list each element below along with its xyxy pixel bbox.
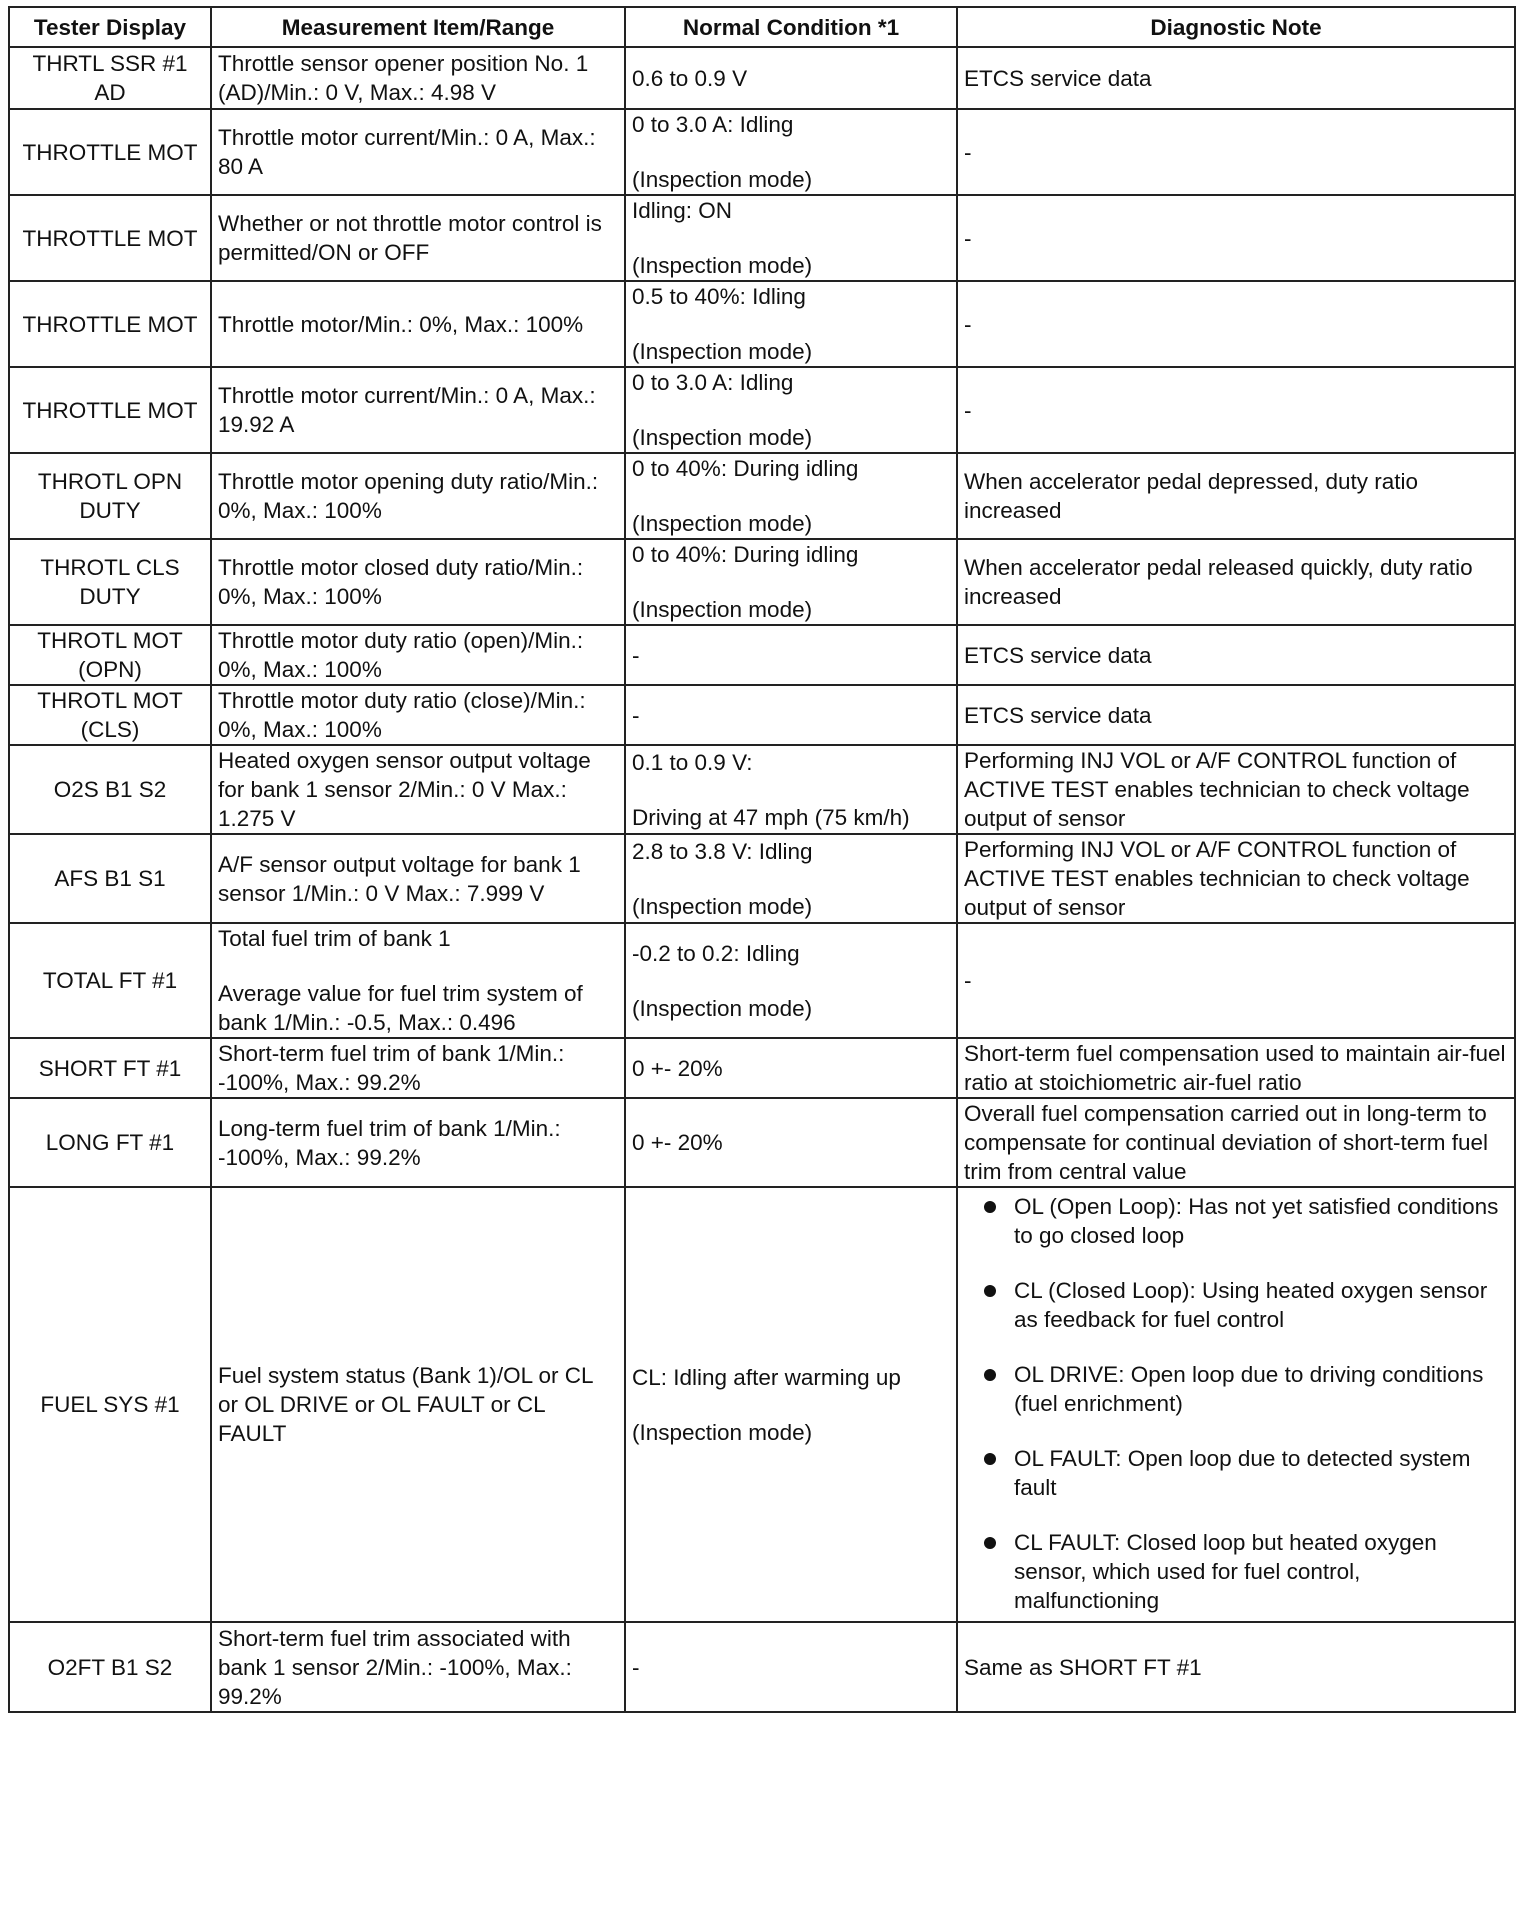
table-row (9, 1098, 1515, 1187)
normal-condition-cell-text: 0 +- 20% (632, 1130, 723, 1155)
normal-condition-cell-text: (Inspection mode) (632, 253, 813, 278)
diagnostic-note-cell-text: When accelerator pedal released quickly, duty ratio increased (964, 555, 1473, 609)
diagnostic-note-cell-text: - (964, 225, 972, 251)
note-bullet-item (964, 1276, 1508, 1334)
normal-condition-cell-text: 0.6 to 0.9 V (632, 65, 748, 91)
tester-display-cell: THROTL CLS DUTY (9, 539, 211, 625)
diagnostic-note-cell (957, 109, 1515, 195)
diagnostic-note-cell (957, 539, 1515, 625)
table-row (9, 281, 1515, 367)
measurement-cell (211, 109, 625, 195)
normal-condition-cell (625, 109, 957, 195)
table-row (9, 367, 1515, 453)
measurement-cell-text: Throttle motor closed duty ratio/Min.: 0%, Max.: 100% (218, 555, 584, 609)
table-row (9, 1622, 1515, 1712)
measurement-cell-text: Short-term fuel trim of bank 1/Min.: -100%, Max.: 99.2% (218, 1041, 565, 1095)
tester-display-cell: THROTTLE MOT (9, 281, 211, 367)
normal-condition-cell-text: Idling: ON (632, 198, 733, 223)
diagnostic-note-cell (957, 367, 1515, 453)
diagnostic-note-cell (957, 195, 1515, 281)
diagnostic-note-cell-text: ETCS service data (964, 65, 1152, 91)
normal-condition-cell-text: - (632, 1654, 640, 1680)
normal-condition-cell-text: 2.8 to 3.8 V: Idling (632, 838, 813, 864)
tester-display-cell: O2FT B1 S2 (9, 1622, 211, 1712)
diagnostic-note-cell-text: - (964, 968, 972, 993)
normal-condition-cell (625, 539, 957, 625)
table-row (9, 685, 1515, 745)
table-row (9, 923, 1515, 1038)
measurement-cell-text: Throttle motor current/Min.: 0 A, Max.: 19.92 A (218, 383, 596, 437)
note-bullet-item (964, 1360, 1508, 1418)
measurement-cell-text: Throttle motor/Min.: 0%, Max.: 100% (218, 311, 584, 337)
normal-condition-cell-text: (Inspection mode) (632, 893, 813, 919)
measurement-cell (211, 281, 625, 367)
tester-display-cell: THROTTLE MOT (9, 367, 211, 453)
bullet-dot-icon (984, 1285, 996, 1297)
measurement-cell-text: Throttle motor duty ratio (close)/Min.: 0%, Max.: 100% (218, 688, 586, 742)
normal-condition-cell-text: 0 to 40%: During idling (632, 542, 859, 567)
normal-condition-cell-text: 0.1 to 0.9 V: (632, 749, 753, 775)
measurement-cell (211, 453, 625, 539)
diagnostic-note-cell (957, 1187, 1515, 1622)
measurement-cell-text: Short-term fuel trim associated with bank 1 sensor 2/Min.: -100%, Max.: 99.2% (218, 1625, 572, 1709)
normal-condition-cell-text: (Inspection mode) (632, 425, 813, 450)
normal-condition-cell (625, 1098, 957, 1187)
tester-display-cell: THROTTLE MOT (9, 195, 211, 281)
tester-display-cell: O2S B1 S2 (9, 745, 211, 834)
measurement-cell-text: Throttle sensor opener position No. 1 (AD)/Min.: 0 V, Max.: 4.98 V (218, 51, 589, 105)
bullet-dot-icon (984, 1537, 996, 1549)
normal-condition-cell (625, 1187, 957, 1622)
table-row (9, 834, 1515, 923)
normal-condition-cell-text: - (632, 702, 640, 728)
diagnostic-note-cell (957, 47, 1515, 109)
measurement-cell (211, 1622, 625, 1712)
normal-condition-cell (625, 745, 957, 834)
note-bullet-text: CL FAULT: Closed loop but heated oxygen sensor, which used for fuel control, malfunctioning (1014, 1530, 1437, 1613)
diagnostic-note-cell-text: Performing INJ VOL or A/F CONTROL function of ACTIVE TEST enables technician to check voltage output of sensor (964, 748, 1470, 831)
tester-display-cell: THROTTLE MOT (9, 109, 211, 195)
normal-condition-cell (625, 923, 957, 1038)
table-row (9, 625, 1515, 685)
header-measurement-item: Measurement Item/Range (211, 7, 625, 47)
diagnostic-note-cell (957, 834, 1515, 923)
normal-condition-cell-text: 0 to 3.0 A: Idling (632, 112, 794, 137)
diagnostic-note-cell-text: ETCS service data (964, 702, 1152, 728)
measurement-cell (211, 367, 625, 453)
diagnostic-note-cell (957, 745, 1515, 834)
normal-condition-cell-text: (Inspection mode) (632, 1419, 813, 1445)
header-tester-display: Tester Display (9, 7, 211, 47)
measurement-cell (211, 1187, 625, 1622)
tester-display-cell: SHORT FT #1 (9, 1038, 211, 1098)
measurement-cell (211, 625, 625, 685)
page (8, 6, 1516, 1713)
diagnostic-note-cell-text: Performing INJ VOL or A/F CONTROL function of ACTIVE TEST enables technician to check voltage output of sensor (964, 837, 1470, 920)
measurement-cell-text: Throttle motor duty ratio (open)/Min.: 0%, Max.: 100% (218, 628, 584, 682)
header-row (9, 7, 1515, 47)
diagnostic-note-cell (957, 281, 1515, 367)
bullet-dot-icon (984, 1369, 996, 1381)
normal-condition-cell-text: 0 to 3.0 A: Idling (632, 370, 794, 395)
normal-condition-cell (625, 281, 957, 367)
normal-condition-cell (625, 1038, 957, 1098)
diagnostic-note-cell (957, 923, 1515, 1038)
tester-display-cell: THROTL MOT (OPN) (9, 625, 211, 685)
tester-display-cell: TOTAL FT #1 (9, 923, 211, 1038)
note-bullet-item (964, 1192, 1508, 1250)
normal-condition-cell (625, 195, 957, 281)
normal-condition-cell-text: -0.2 to 0.2: Idling (632, 940, 800, 966)
normal-condition-cell-text: 0.5 to 40%: Idling (632, 284, 806, 309)
header-diagnostic-note: Diagnostic Note (957, 7, 1515, 47)
measurement-cell-text: Total fuel trim of bank 1 (218, 926, 451, 951)
table-row (9, 195, 1515, 281)
measurement-cell (211, 47, 625, 109)
tester-display-cell: AFS B1 S1 (9, 834, 211, 923)
bullet-dot-icon (984, 1453, 996, 1465)
normal-condition-cell (625, 1622, 957, 1712)
diagnostic-note-cell-text: Short-term fuel compensation used to maintain air-fuel ratio at stoichiometric air-fuel ratio (964, 1041, 1506, 1095)
diagnostic-note-cell-text: - (964, 311, 972, 337)
diagnostic-note-cell (957, 685, 1515, 745)
table-row (9, 745, 1515, 834)
measurement-cell (211, 923, 625, 1038)
measurement-cell-text: Whether or not throttle motor control is permitted/ON or OFF (218, 211, 602, 265)
diagnostic-note-cell (957, 625, 1515, 685)
normal-condition-cell-text: (Inspection mode) (632, 339, 813, 364)
normal-condition-cell-text: (Inspection mode) (632, 511, 813, 536)
normal-condition-cell (625, 685, 957, 745)
tester-display-cell: LONG FT #1 (9, 1098, 211, 1187)
tester-data-table (8, 6, 1516, 1713)
measurement-cell (211, 834, 625, 923)
diagnostic-note-cell-text: - (964, 139, 972, 165)
normal-condition-cell (625, 625, 957, 685)
diagnostic-note-cell (957, 453, 1515, 539)
normal-condition-cell (625, 47, 957, 109)
measurement-cell-text: Throttle motor current/Min.: 0 A, Max.: 80 A (218, 125, 596, 179)
measurement-cell-text: Average value for fuel trim system of bank 1/Min.: -0.5, Max.: 0.496 (218, 981, 583, 1035)
diagnostic-note-cell-text: Overall fuel compensation carried out in long-term to compensate for continual deviation of short-term fuel trim from central value (964, 1101, 1489, 1184)
tester-display-cell: FUEL SYS #1 (9, 1187, 211, 1622)
measurement-cell (211, 1038, 625, 1098)
note-bullet-list (964, 1188, 1508, 1621)
measurement-cell-text: Throttle motor opening duty ratio/Min.: 0%, Max.: 100% (218, 469, 599, 523)
measurement-cell-text: Heated oxygen sensor output voltage for bank 1 sensor 2/Min.: 0 V Max.: 1.275 V (218, 748, 591, 831)
normal-condition-cell-text: - (632, 642, 640, 668)
normal-condition-cell-text: 0 to 40%: During idling (632, 456, 859, 481)
diagnostic-note-cell-text: ETCS service data (964, 642, 1152, 668)
table-row (9, 1187, 1515, 1622)
tester-display-cell: THROTL OPN DUTY (9, 453, 211, 539)
note-bullet-text: OL DRIVE: Open loop due to driving conditions (fuel enrichment) (1014, 1362, 1484, 1416)
measurement-cell-text: Long-term fuel trim of bank 1/Min.: -100%, Max.: 99.2% (218, 1115, 561, 1170)
normal-condition-cell-text: (Inspection mode) (632, 167, 813, 192)
note-bullet-text: CL (Closed Loop): Using heated oxygen sensor as feedback for fuel control (1014, 1278, 1488, 1332)
table-row (9, 47, 1515, 109)
diagnostic-note-cell (957, 1622, 1515, 1712)
bullet-dot-icon (984, 1201, 996, 1213)
diagnostic-note-cell (957, 1098, 1515, 1187)
normal-condition-cell-text: CL: Idling after warming up (632, 1364, 901, 1390)
measurement-cell-text: A/F sensor output voltage for bank 1 sensor 1/Min.: 0 V Max.: 7.999 V (218, 851, 581, 906)
note-bullet-item (964, 1444, 1508, 1502)
normal-condition-cell-text: (Inspection mode) (632, 597, 813, 622)
diagnostic-note-cell (957, 1038, 1515, 1098)
measurement-cell (211, 539, 625, 625)
note-bullet-item (964, 1528, 1508, 1615)
normal-condition-cell-text: 0 +- 20% (632, 1055, 723, 1081)
diagnostic-note-cell-text: When accelerator pedal depressed, duty ratio increased (964, 469, 1419, 523)
measurement-cell (211, 685, 625, 745)
table-row (9, 539, 1515, 625)
normal-condition-cell-text: (Inspection mode) (632, 995, 813, 1021)
table-row (9, 1038, 1515, 1098)
table-row (9, 109, 1515, 195)
tester-display-cell: THROTL MOT (CLS) (9, 685, 211, 745)
measurement-cell-text: Fuel system status (Bank 1)/OL or CL or OL DRIVE or OL FAULT or CL FAULT (218, 1363, 593, 1446)
tester-display-cell: THRTL SSR #1 AD (9, 47, 211, 109)
normal-condition-cell (625, 453, 957, 539)
measurement-cell (211, 1098, 625, 1187)
normal-condition-cell-text: Driving at 47 mph (75 km/h) (632, 804, 910, 830)
normal-condition-cell (625, 834, 957, 923)
diagnostic-note-cell-text: Same as SHORT FT #1 (964, 1654, 1202, 1680)
measurement-cell (211, 745, 625, 834)
table-row (9, 453, 1515, 539)
note-bullet-text: OL FAULT: Open loop due to detected system fault (1014, 1446, 1471, 1500)
diagnostic-note-cell-text: - (964, 397, 972, 423)
note-bullet-text: OL (Open Loop): Has not yet satisfied conditions to go closed loop (1014, 1194, 1499, 1248)
normal-condition-cell (625, 367, 957, 453)
measurement-cell (211, 195, 625, 281)
header-normal-condition: Normal Condition *1 (625, 7, 957, 47)
